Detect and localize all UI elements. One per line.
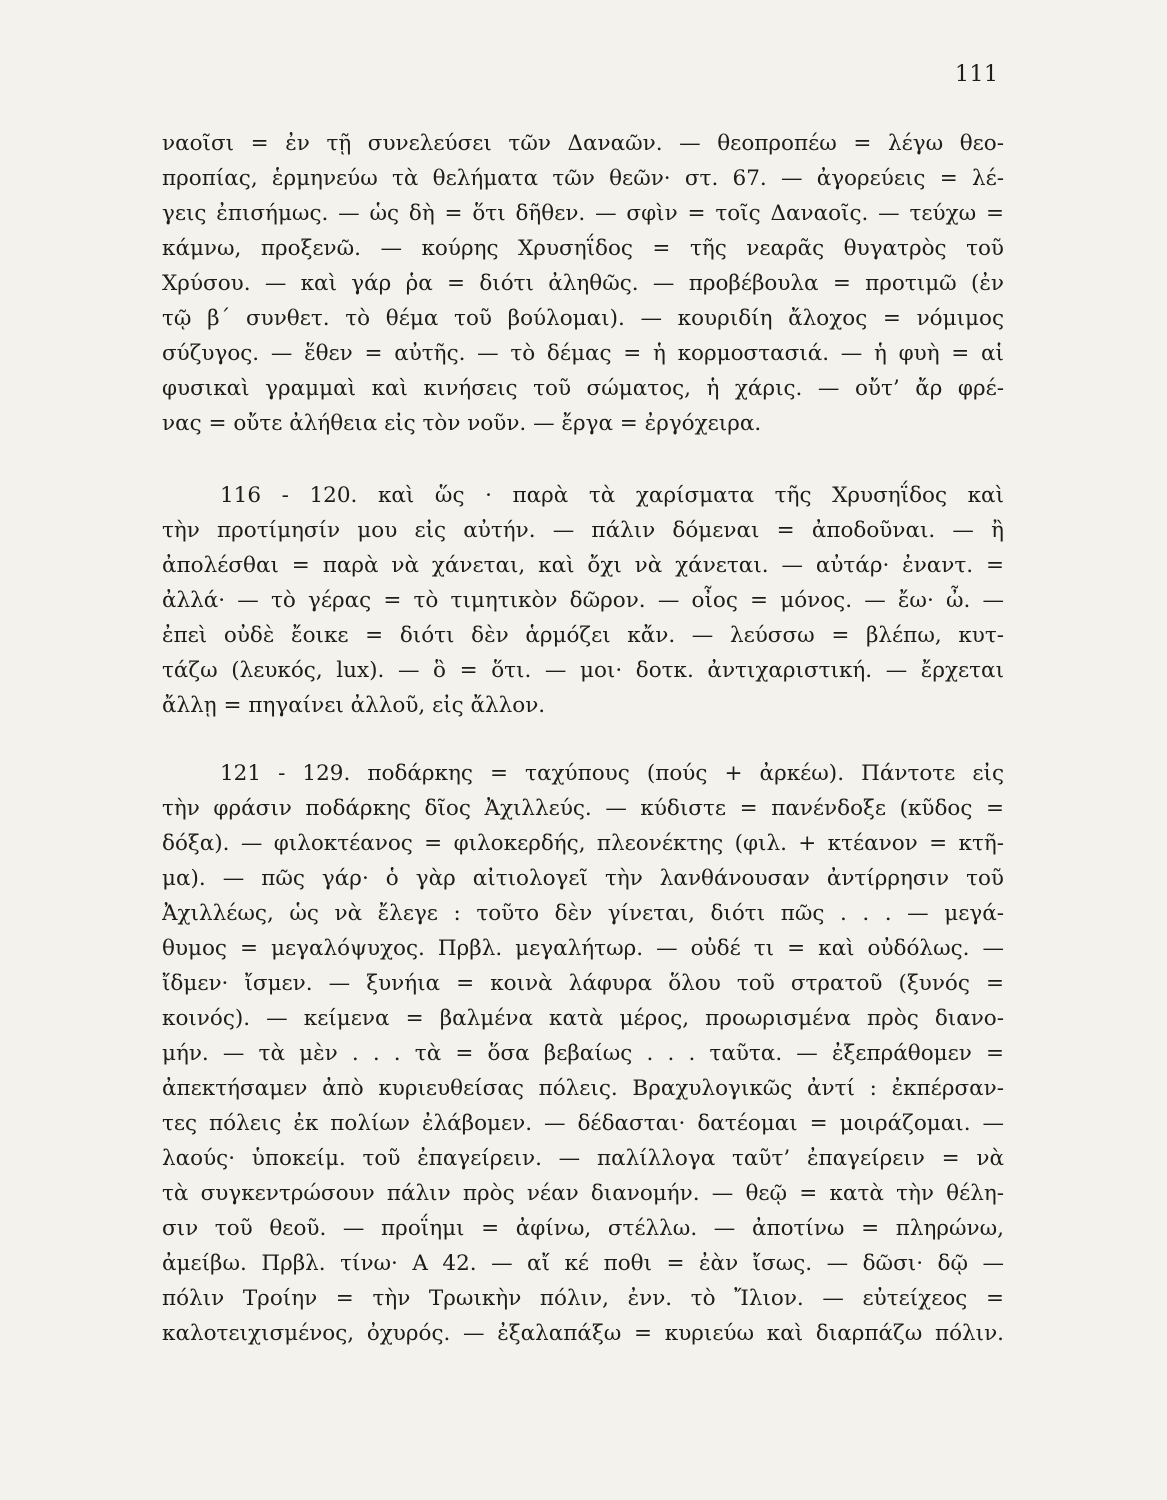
text-line: τὰ συγκεντρώσουν πάλιν πρὸς νέαν διανομήν. — θεῷ = κατὰ τὴν θέλη- bbox=[162, 1181, 1004, 1206]
text-line: προπίας, ἑρμηνεύω τὰ θελήματα τῶν θεῶν· στ. 67. — ἀγορεύεις = λέ- bbox=[162, 166, 1004, 191]
text-line: ἀμείβω. Πρβλ. τίνω· Α 42. — αἴ κέ ποθι = ἐὰν ἴσως. — δῶσι· δῷ — bbox=[162, 1251, 1004, 1276]
text-line: 121 - 129. ποδάρκης = ταχύπους (πούς + ἀρκέω). Πάντοτε εἰς bbox=[220, 761, 1004, 786]
text-line: ἀπολέσθαι = παρὰ νὰ χάνεται, καὶ ὄχι νὰ χάνεται. — αὐτάρ· ἐναντ. = bbox=[162, 553, 1004, 578]
text-line: θυμος = μεγαλόψυχος. Πρβλ. μεγαλήτωρ. — οὐδέ τι = καὶ οὐδόλως. — bbox=[162, 936, 1004, 961]
text-line: Χρύσου. — καὶ γάρ ῥα = διότι ἀληθῶς. — προβέβουλα = προτιμῶ (ἐν bbox=[162, 271, 1004, 296]
text-line: κάμνω, προξενῶ. — κούρης Χρυσηΐδος = τῆς νεαρᾶς θυγατρὸς τοῦ bbox=[162, 236, 1004, 261]
text-line: δόξα). — φιλοκτέανος = φιλοκερδής, πλεονέκτης (φιλ. + κτέανον = κτῆ- bbox=[162, 831, 1004, 856]
text-line: λαούς· ὑποκείμ. τοῦ ἐπαγείρειν. — παλίλλογα ταῦτ’ ἐπαγείρειν = νὰ bbox=[162, 1146, 1004, 1171]
text-line: νας = οὔτε ἀλήθεια εἰς τὸν νοῦν. — ἔργα = ἐργόχειρα. bbox=[162, 411, 762, 436]
text-line: μήν. — τὰ μὲν . . . τὰ = ὅσα βεβαίως . . . ταῦτα. — ἐξεπράθομεν = bbox=[162, 1041, 1004, 1066]
text-line: τῷ β΄ συνθετ. τὸ θέμα τοῦ βούλομαι). — κουριδίη ἄλοχος = νόμιμος bbox=[162, 306, 1004, 331]
paragraph-notes-1 bbox=[162, 126, 1004, 441]
text-line: σύζυγος. — ἕθεν = αὐτῆς. — τὸ δέμας = ἡ κορμοστασιά. — ἡ φυὴ = αἱ bbox=[162, 341, 1004, 366]
text-line: μα). — πῶς γάρ· ὁ γὰρ αἰτιολογεῖ τὴν λανθάνουσαν ἀντίρρησιν τοῦ bbox=[162, 866, 1004, 891]
text-line: πόλιν Τροίην = τὴν Τρωικὴν πόλιν, ἐνν. τὸ Ἴλιον. — εὐτείχεος = bbox=[162, 1286, 1004, 1311]
text-line: φυσικαὶ γραμμαὶ καὶ κινήσεις τοῦ σώματος, ἡ χάρις. — οὔτ’ ἄρ φρέ- bbox=[162, 376, 1004, 401]
paragraph-notes-116-120 bbox=[162, 478, 1004, 723]
page-number: 111 bbox=[955, 62, 999, 87]
text-line: γεις ἐπισήμως. — ὡς δὴ = ὅτι δῆθεν. — σφὶν = τοῖς Δαναοῖς. — τεύχω = bbox=[162, 201, 1004, 226]
text-line: σιν τοῦ θεοῦ. — προΐημι = ἀφίνω, στέλλω. — ἀποτίνω = πληρώνω, bbox=[162, 1216, 1004, 1241]
text-line: ἐπεὶ οὐδὲ ἔοικε = διότι δὲν ἁρμόζει κἄν. — λεύσσω = βλέπω, κυτ- bbox=[162, 623, 1004, 648]
paragraph-notes-121-129 bbox=[162, 756, 1004, 1351]
text-line: ἴδμεν· ἴσμεν. — ξυνήια = κοινὰ λάφυρα ὅλου τοῦ στρατοῦ (ξυνός = bbox=[162, 971, 1004, 996]
text-line: κοινός). — κείμενα = βαλμένα κατὰ μέρος, προωρισμένα πρὸς διανο- bbox=[162, 1006, 1004, 1031]
text-line: Ἀχιλλέως, ὡς νὰ ἔλεγε : τοῦτο δὲν γίνεται, διότι πῶς . . . — μεγά- bbox=[162, 901, 1004, 926]
text-line: ἀλλά· — τὸ γέρας = τὸ τιμητικὸν δῶρον. — οἶος = μόνος. — ἔω· ὦ. — bbox=[162, 588, 1004, 613]
text-line: ἀπεκτήσαμεν ἀπὸ κυριευθείσας πόλεις. Βραχυλογικῶς ἀντί : ἐκπέρσαν- bbox=[162, 1076, 1004, 1101]
text-line: τες πόλεις ἐκ πολίων ἐλάβομεν. — δέδασται· δατέομαι = μοιράζομαι. — bbox=[162, 1111, 1004, 1136]
text-line: τὴν φράσιν ποδάρκης δῖος Ἀχιλλεύς. — κύδιστε = πανένδοξε (κῦδος = bbox=[162, 796, 1004, 821]
text-line: τὴν προτίμησίν μου εἰς αὐτήν. — πάλιν δόμεναι = ἀποδοῦναι. — ἢ bbox=[162, 518, 1004, 543]
text-line: ναοῖσι = ἐν τῇ συνελεύσει τῶν Δαναῶν. — θεοπροπέω = λέγω θεο- bbox=[162, 131, 1004, 156]
text-line: ἄλλῃ = πηγαίνει ἀλλοῦ, εἰς ἄλλον. bbox=[162, 693, 546, 718]
text-line: καλοτειχισμένος, ὀχυρός. — ἐξαλαπάξω = κυριεύω καὶ διαρπάζω πόλιν. bbox=[162, 1321, 1004, 1346]
text-line: τάζω (λευκός, lux). — ὃ = ὅτι. — μοι· δοτκ. ἀντιχαριστική. — ἔρχεται bbox=[162, 658, 1004, 683]
text-line: 116 - 120. καὶ ὥς · παρὰ τὰ χαρίσματα τῆς Χρυσηΐδος καὶ bbox=[220, 483, 1004, 508]
